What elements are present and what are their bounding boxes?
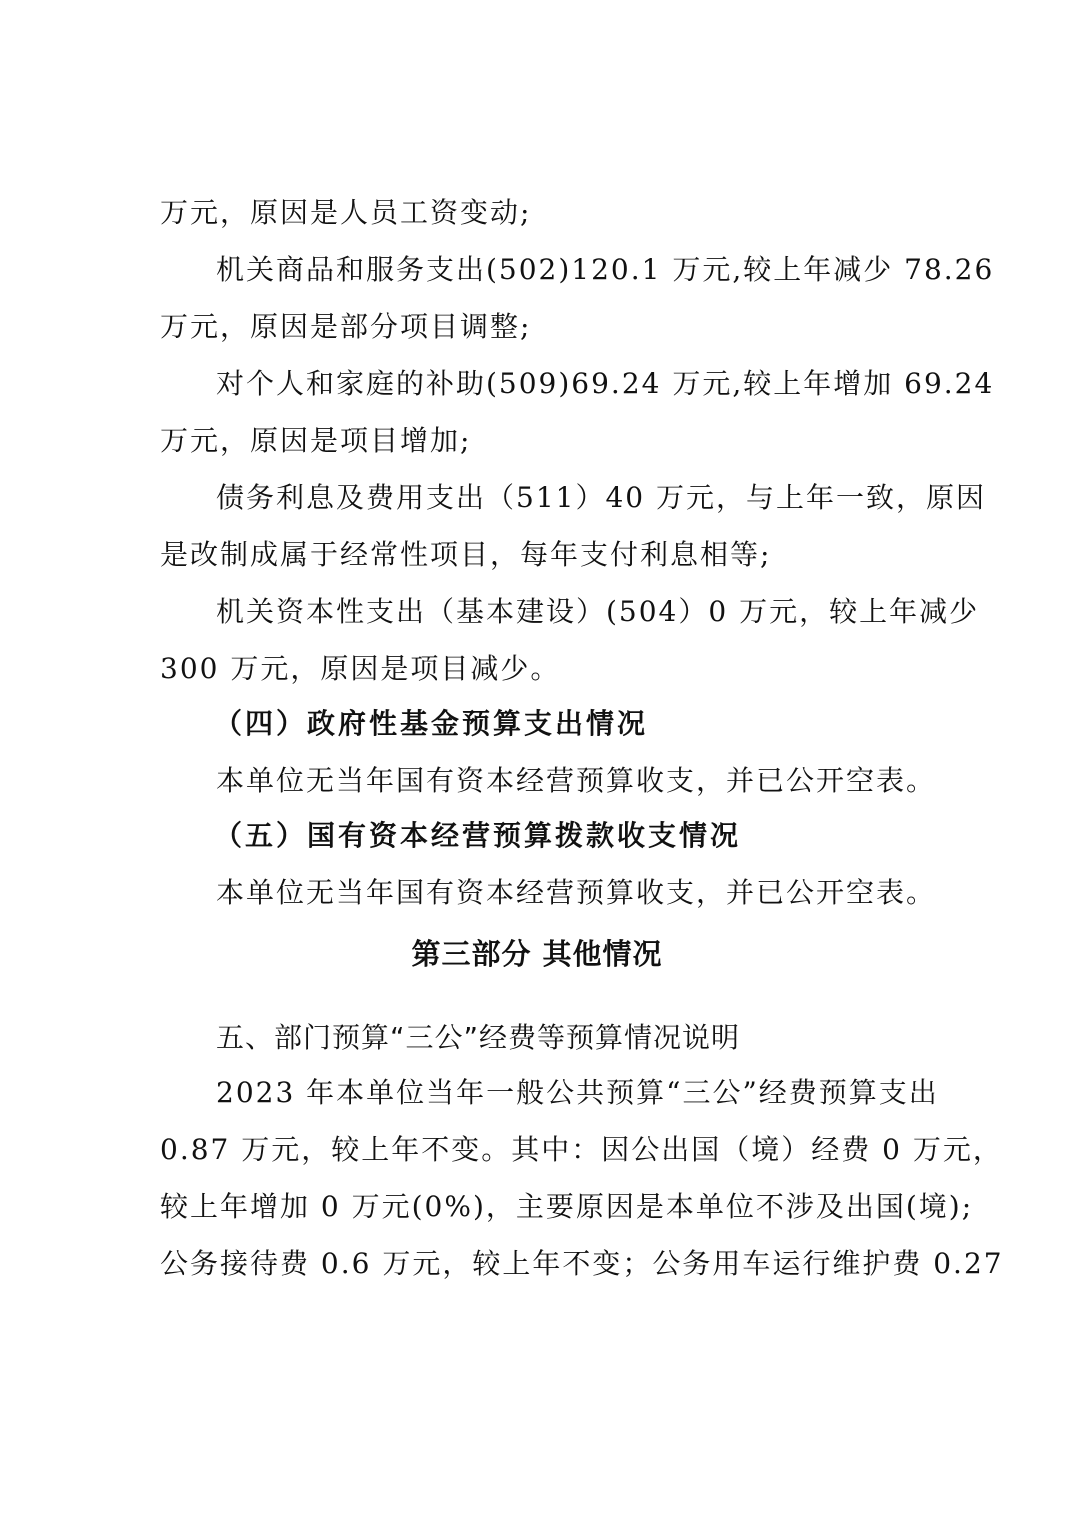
- subsection-heading: （四）政府性基金预算支出情况: [214, 707, 649, 740]
- body-text-line: 本单位无当年国有资本经营预算收支，并已公开空表。: [216, 876, 937, 909]
- body-text-line: 对个人和家庭的补助(509)69.24 万元,较上年增加 69.24: [216, 367, 995, 400]
- body-text-line: 万元，原因是部分项目调整;: [160, 310, 532, 343]
- body-text-line: 较上年增加 0 万元(0%)，主要原因是本单位不涉及出国(境);: [160, 1190, 974, 1223]
- body-text-line: 本单位无当年国有资本经营预算收支，并已公开空表。: [216, 764, 937, 797]
- body-text-line: 是改制成属于经常性项目，每年支付利息相等;: [160, 538, 772, 571]
- part-title: 第三部分 其他情况: [411, 937, 663, 971]
- body-text-line: 机关资本性支出（基本建设）(504）0 万元，较上年减少: [216, 595, 980, 628]
- body-text-line: 300 万元，原因是项目减少。: [160, 652, 561, 685]
- section-heading: 五、部门预算“三公”经费等预算情况说明: [216, 1021, 741, 1054]
- body-text-line: 机关商品和服务支出(502)120.1 万元,较上年减少 78.26: [216, 253, 995, 286]
- body-text-line: 万元，原因是项目增加;: [160, 424, 472, 457]
- subsection-heading: （五）国有资本经营预算拨款收支情况: [214, 819, 742, 852]
- body-text-line: 万元，原因是人员工资变动;: [160, 196, 532, 229]
- body-text-line: 2023 年本单位当年一般公共预算“三公”经费预算支出: [216, 1076, 939, 1109]
- body-text-line: 债务利息及费用支出（511）40 万元，与上年一致，原因: [216, 481, 986, 514]
- body-text-line: 0.87 万元，较上年不变。其中：因公出国（境）经费 0 万元，: [160, 1133, 1003, 1166]
- body-text-line: 公务接待费 0.6 万元，较上年不变；公务用车运行维护费 0.27: [160, 1247, 1004, 1280]
